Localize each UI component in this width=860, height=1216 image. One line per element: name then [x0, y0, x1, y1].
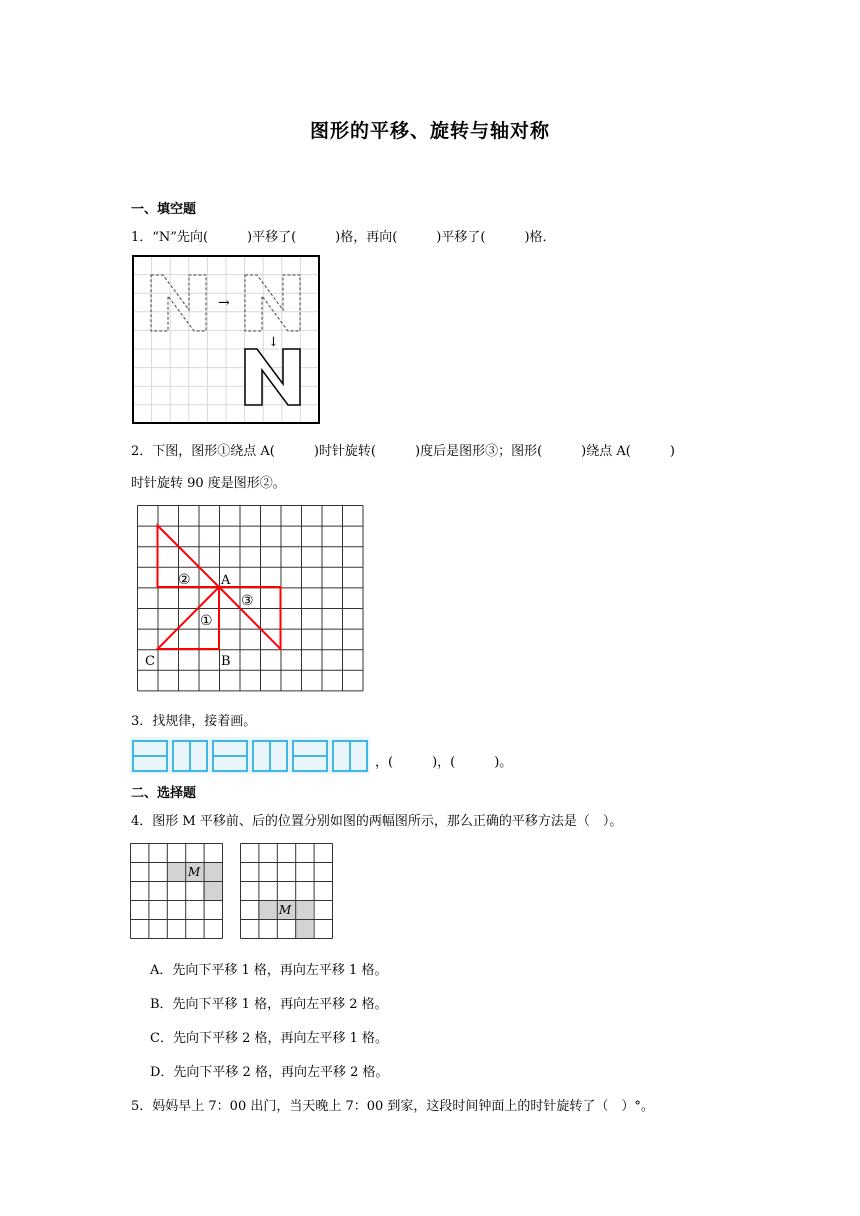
question-2-line-1: 2．下图，图形①绕点 A( )时针旋转( )度后是图形③；图形( )绕点 A( ) [131, 444, 675, 459]
q1-figure [132, 255, 320, 424]
option-d[interactable]: D．先向下平移 2 格，再向左平移 2 格。 [150, 1065, 389, 1080]
m-label: M [188, 865, 201, 879]
point-a-label: A [221, 573, 231, 588]
q3-pattern [130, 737, 370, 774]
option-c[interactable]: C．先向下平移 2 格，再向左平移 1 格。 [150, 1031, 389, 1046]
option-a[interactable]: A．先向下平移 1 格，再向左平移 1 格。 [150, 963, 388, 978]
shape-2-label: ② [178, 572, 191, 588]
m-cell [167, 862, 185, 881]
q2-figure [137, 505, 363, 691]
question-3-blanks: ，( )，( )。 [375, 755, 513, 770]
n-shape-final [245, 349, 300, 405]
shape-1-label: ① [200, 613, 213, 629]
m-cell [295, 900, 313, 919]
section-choice: 二、选择题 [131, 786, 197, 801]
m-cell [203, 881, 222, 900]
arrow-right-icon: → [218, 295, 230, 311]
shape-3-label: ③ [241, 593, 254, 609]
q4-grid-before [130, 843, 223, 939]
question-4: 4．图形 M 平移前、后的位置分别如图的两幅图所示，那么正确的平移方法是（ ）。 [131, 814, 623, 829]
point-c-label: C [145, 654, 155, 669]
n-shape-moved-right [245, 275, 300, 331]
arrow-down-icon: ↓ [268, 335, 279, 350]
m-cell [258, 900, 277, 919]
question-5: 5．妈妈早上 7：00 出门，当天晚上 7：00 到家，这段时间钟面上的时针旋转了（ ）°。 [131, 1099, 654, 1114]
page-title: 图形的平移、旋转与轴对称 [309, 120, 550, 142]
option-b[interactable]: B．先向下平移 1 格，再向左平移 2 格。 [150, 997, 388, 1012]
q4-grid-after [240, 843, 333, 939]
question-3: 3．找规律，接着画。 [131, 714, 257, 729]
section-fill-in: 一、填空题 [131, 202, 197, 217]
question-1: 1．“N”先向( )平移了( )格，再向( )平移了( )格． [131, 230, 556, 245]
point-b-label: B [221, 654, 231, 669]
question-2-line-2: 时针旋转 90 度是图形②。 [131, 476, 286, 491]
n-shape-original [151, 275, 206, 331]
m-cell [295, 919, 313, 938]
m-cell [203, 862, 222, 881]
m-label: M [279, 903, 292, 917]
